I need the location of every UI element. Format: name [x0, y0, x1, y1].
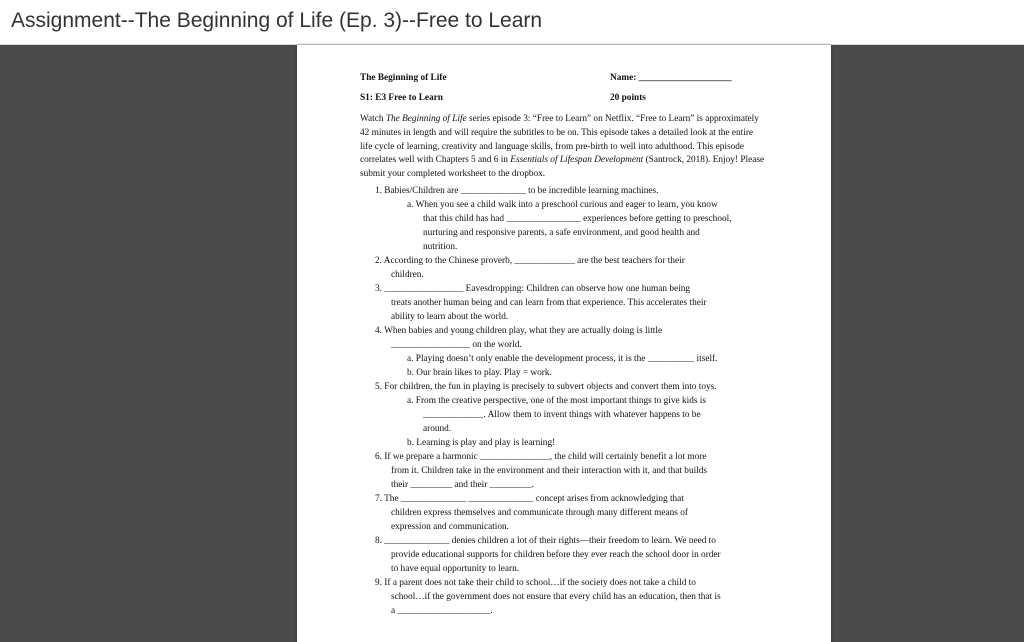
worksheet-line: _____________. Allow them to invent things with whatever happens to be — [423, 410, 701, 420]
worksheet-line: b. Learning is play and play is learning! — [407, 438, 556, 448]
doc-header-points: 20 points — [610, 93, 646, 103]
worksheet-line: school…if the government does not ensure that every child has an education, then that is — [391, 592, 721, 602]
worksheet-line: b. Our brain likes to play. Play = work. — [407, 368, 552, 378]
worksheet-line: around. — [423, 424, 452, 434]
window-title: Assignment--The Beginning of Life (Ep. 3)--Free to Learn — [11, 9, 543, 32]
worksheet-line: treats another human being and can learn from that experience. This accelerates their — [391, 298, 707, 308]
doc-header-name: Name: ____________________ — [610, 73, 732, 83]
worksheet-line: 3. _________________ Eavesdropping: Children can observe how one human being — [375, 284, 691, 294]
worksheet-line: 5. For children, the fun in playing is precisely to subvert objects and convert them into toys. — [375, 382, 717, 392]
worksheet-line: 9. If a parent does not take their child to school…if the society does not take a child to — [375, 578, 696, 588]
intro-paragraph: Watch The Beginning of Life series episode 3: “Free to Learn” on Netflix. “Free to Learn” is approximately 42 minutes in length and will require the subtitles to be on. This episode takes a detailed look at the entire life cycle of learning, creativity and language skills, from pre-birth to well into adulthood. This episode correlates well with Chapters 5 and 6 in Essentials of Lifespan Development (Santrock, 2018). Enjoy! Please submit your completed worksheet to the dropbox. — [360, 114, 765, 180]
worksheet-line: nurturing and responsive parents, a safe environment, and good health and — [423, 228, 700, 238]
document-viewer[interactable] — [0, 45, 1024, 642]
title-bar — [0, 0, 1024, 45]
worksheet-line: to have equal opportunity to learn. — [391, 564, 520, 574]
worksheet-line: a. Playing doesn’t only enable the development process, it is the __________ itself. — [407, 354, 718, 364]
worksheet-line: children express themselves and communicate through many different means of — [391, 508, 688, 518]
worksheet-line: ability to learn about the world. — [391, 312, 509, 322]
worksheet-line: 6. If we prepare a harmonic _______________, the child will certainly benefit a lot more — [375, 452, 707, 462]
worksheet-line: 2. According to the Chinese proverb, _____________ are the best teachers for their — [375, 256, 685, 266]
worksheet-line: 1. Babies/Children are ______________ to be incredible learning machines. — [375, 186, 659, 196]
worksheet-line: 8. ______________ denies children a lot of their rights—their freedom to learn. We need to — [375, 536, 716, 546]
worksheet-line: children. — [391, 270, 424, 280]
worksheet-line: a. When you see a child walk into a preschool curious and eager to learn, you know — [407, 200, 718, 210]
worksheet-line: nutrition. — [423, 242, 458, 252]
worksheet-line: provide educational supports for children before they ever reach the school door in order — [391, 550, 721, 560]
worksheet-line: expression and communication. — [391, 522, 509, 532]
worksheet-line: a. From the creative perspective, one of the most important things to give kids is — [407, 396, 706, 406]
worksheet-line: 4. When babies and young children play, what they are actually doing is little — [375, 326, 663, 336]
document-page — [297, 45, 831, 642]
worksheet-line: a ____________________. — [391, 606, 493, 616]
doc-header-title: The Beginning of Life — [360, 73, 447, 83]
worksheet-line: 7. The ______________ ______________ concept arises from acknowledging that — [375, 494, 684, 504]
worksheet-line: that this child has had ________________ experiences before getting to preschool, — [423, 214, 732, 224]
worksheet-line: _________________ on the world. — [391, 340, 522, 350]
doc-header-episode: S1: E3 Free to Learn — [360, 93, 443, 103]
worksheet-line: from it. Children take in the environment and their interaction with it, and that builds — [391, 466, 708, 476]
worksheet-line: their _________ and their _________. — [391, 480, 534, 490]
